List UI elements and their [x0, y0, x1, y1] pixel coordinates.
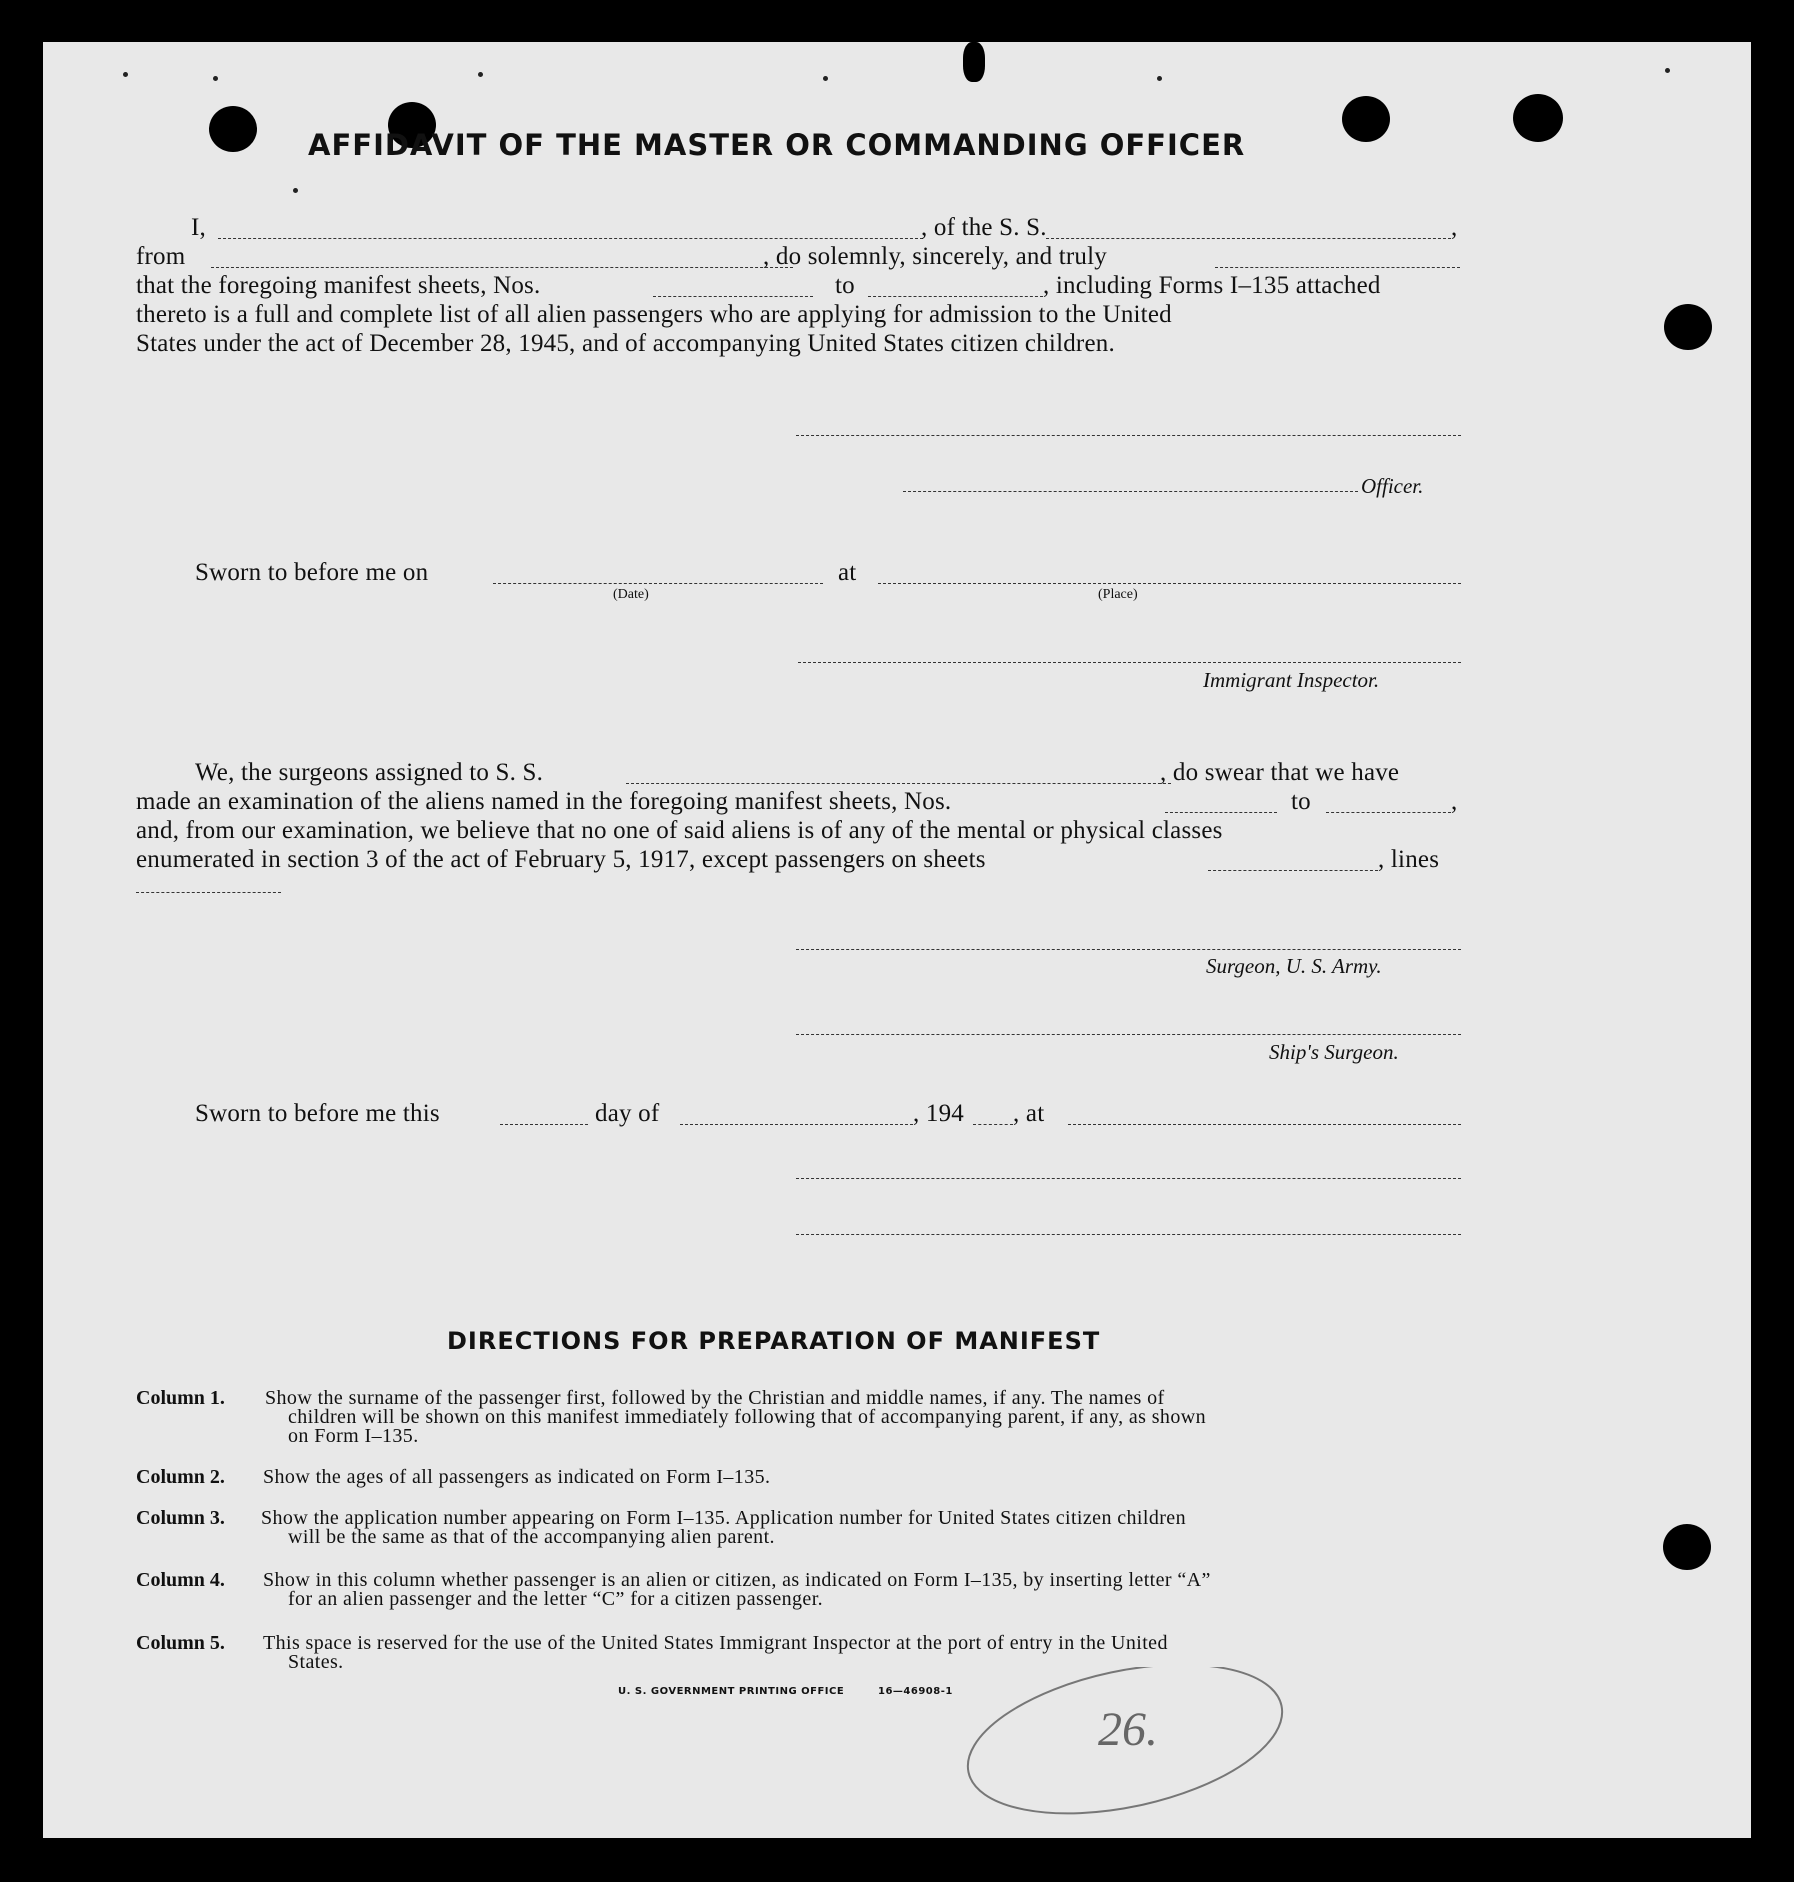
- sworn2-signature-line-2[interactable]: [796, 1234, 1461, 1235]
- speck: [823, 76, 828, 81]
- direction-label: Column 5.: [136, 1632, 225, 1654]
- date-caption: (Date): [613, 587, 649, 602]
- sworn2-day-of: day of: [595, 1100, 660, 1127]
- printer-imprint: U. S. GOVERNMENT PRINTING OFFICE: [618, 1686, 845, 1697]
- surgeons-sheets-to-field[interactable]: [1326, 812, 1451, 813]
- direction-label: Column 1.: [136, 1387, 225, 1409]
- inspector-label: Immigrant Inspector.: [1203, 668, 1380, 692]
- sworn2-month-field[interactable]: [680, 1124, 913, 1125]
- direction-text: States.: [288, 1651, 344, 1673]
- direction-text: Show the ages of all passengers as indicated on Form I–135.: [263, 1466, 771, 1488]
- direction-text: Show the surname of the passenger first, followed by the Christian and middle names, if any. The names of: [265, 1387, 1165, 1409]
- place-caption: (Place): [1098, 587, 1138, 602]
- speck: [478, 72, 483, 77]
- master-line4: thereto is a full and complete list of all alien passengers who are applying for admission to the United: [136, 301, 1172, 328]
- surgeons-sheets-from-field[interactable]: [1165, 812, 1277, 813]
- ink-blot: [963, 42, 985, 82]
- directions-title: DIRECTIONS FOR PREPARATION OF MANIFEST: [447, 1327, 1101, 1355]
- direction-label: Column 3.: [136, 1507, 225, 1529]
- ship-surgeon-signature-line[interactable]: [796, 1034, 1461, 1035]
- master-line3-to: to: [835, 272, 855, 299]
- master-of-ss: , of the S. S.: [921, 214, 1047, 241]
- sheets-from-field[interactable]: [653, 296, 813, 297]
- speck: [293, 188, 298, 193]
- port-from-field[interactable]: [211, 267, 793, 268]
- sworn2-year-field[interactable]: [973, 1124, 1013, 1125]
- page-title: AFFIDAVIT OF THE MASTER OR COMMANDING OFFICER: [308, 128, 1246, 162]
- sworn2-place-field[interactable]: [1068, 1124, 1461, 1125]
- master-line5: States under the act of December 28, 1945, and of accompanying United States citizen children.: [136, 330, 1115, 357]
- direction-label: Column 2.: [136, 1466, 225, 1488]
- surgeons-line1: We, the surgeons assigned to S. S.: [195, 759, 544, 786]
- sworn1-text: Sworn to before me on: [195, 559, 429, 586]
- surgeons-line3: and, from our examination, we believe that no one of said aliens is of any of the mental or physical classes: [136, 817, 1223, 844]
- ship-surgeon-label: Ship's Surgeon.: [1269, 1040, 1399, 1064]
- punch-hole: [1513, 94, 1563, 142]
- direction-text: on Form I–135.: [288, 1425, 419, 1447]
- surgeons-line2-comma: ,: [1451, 788, 1458, 815]
- ship-name-field[interactable]: [1046, 238, 1451, 239]
- sworn2-text: Sworn to before me this: [195, 1100, 440, 1127]
- direction-text: children will be shown on this manifest immediately following that of accompanying parent, if any, as shown: [288, 1406, 1206, 1428]
- officer-label: Officer.: [1361, 474, 1424, 498]
- master-line3: that the foregoing manifest sheets, Nos.: [136, 272, 541, 299]
- lines-field[interactable]: [136, 892, 281, 893]
- master-line3-b: , including Forms I–135 attached: [1043, 272, 1381, 299]
- master-solemnly: , do solemnly, sincerely, and truly: [763, 243, 1107, 270]
- surgeons-line2: made an examination of the aliens named in the foregoing manifest sheets, Nos.: [136, 788, 952, 815]
- surgeons-line4-b: , lines: [1378, 846, 1440, 873]
- direction-text: will be the same as that of the accompanying alien parent.: [288, 1526, 775, 1548]
- direction-text: Show the application number appearing on Form I–135. Application number for United States citizen children: [261, 1507, 1186, 1529]
- speck: [123, 72, 128, 77]
- sworn1-date-field[interactable]: [493, 583, 823, 584]
- sworn1-at: at: [838, 559, 857, 586]
- except-sheets-field[interactable]: [1208, 870, 1378, 871]
- master-from: from: [136, 243, 186, 270]
- army-surgeon-signature-line[interactable]: [796, 949, 1461, 950]
- officer-title-line[interactable]: [903, 491, 1358, 492]
- surgeons-line2-to: to: [1291, 788, 1311, 815]
- form-code: 16—46908-1: [878, 1686, 953, 1697]
- surgeons-ship-field[interactable]: [626, 783, 1171, 784]
- sheets-to-field[interactable]: [868, 296, 1043, 297]
- swear-field[interactable]: [1215, 267, 1460, 268]
- speck: [1157, 76, 1162, 81]
- sworn2-year: , 194: [913, 1100, 964, 1127]
- sworn2-signature-line-1[interactable]: [796, 1178, 1461, 1179]
- master-name-field[interactable]: [218, 238, 923, 239]
- inspector-signature-line[interactable]: [798, 662, 1461, 663]
- document-page: [43, 42, 1751, 1838]
- punch-hole: [1663, 1524, 1711, 1570]
- punch-hole: [1664, 304, 1712, 350]
- direction-label: Column 4.: [136, 1569, 225, 1591]
- surgeons-line1-b: , do swear that we have: [1160, 759, 1400, 786]
- punch-hole: [1342, 96, 1390, 142]
- master-i: I,: [191, 214, 206, 241]
- speck: [1665, 68, 1670, 73]
- direction-text: This space is reserved for the use of the United States Immigrant Inspector at the port of entry in the United: [263, 1632, 1168, 1654]
- army-surgeon-label: Surgeon, U. S. Army.: [1206, 954, 1382, 978]
- sworn2-at: , at: [1013, 1100, 1045, 1127]
- direction-text: for an alien passenger and the letter “C” for a citizen passenger.: [288, 1588, 824, 1610]
- handwritten-number: 26.: [1098, 1703, 1158, 1756]
- surgeons-line4: enumerated in section 3 of the act of February 5, 1917, except passengers on sheets: [136, 846, 986, 873]
- direction-text: Show in this column whether passenger is an alien or citizen, as indicated on Form I–135, by inserting letter “A”: [263, 1569, 1211, 1591]
- sworn2-day-field[interactable]: [500, 1124, 588, 1125]
- sworn1-place-field[interactable]: [878, 583, 1461, 584]
- master-comma: ,: [1451, 214, 1458, 241]
- speck: [213, 76, 218, 81]
- punch-hole: [209, 106, 257, 152]
- master-signature-line[interactable]: [796, 435, 1461, 436]
